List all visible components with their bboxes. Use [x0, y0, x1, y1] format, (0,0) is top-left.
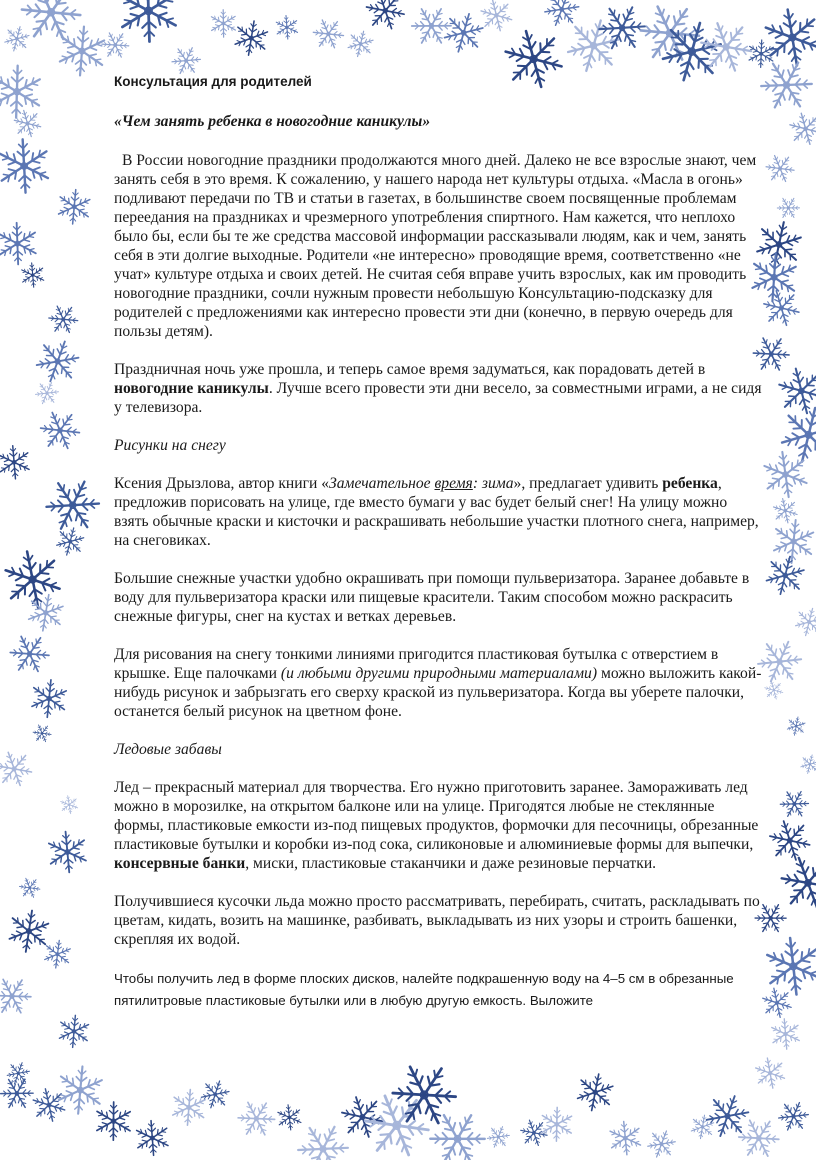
paragraph-ice-play: Получившиеся кусочки льда можно просто рассматривать, перебирать, считать, раскладывать по цветам, кидать, возить на машинке, разбивать, выкладывать из них узоры и строить башенки, скрепляя их водой. — [114, 893, 760, 948]
paragraph-ice-discs: Чтобы получить лед в форме плоских дисков, налейте подкрашенную воду на 4–5 см в обрезанные пятилитровые пластиковые бутылки или в любую другую емкость. Выложите — [114, 971, 734, 1008]
paragraph-holidays: Праздничная ночь уже прошла, и теперь самое время задуматься, как порадовать детей в новогодние каникулы. Лучше всего провести эти дни весело, за совместными играми, а не сидя у телевизора. — [114, 361, 762, 416]
paragraph-sprayer: Большие снежные участки удобно окрашивать при помощи пульверизатора. Заранее добавьте в воду для пульверизатора краски или пищевые красители. Таким способом можно раскрасить снежные фигуры, снег на кустах и ветках деревьев. — [114, 570, 750, 625]
document-body — [114, 72, 764, 1012]
paragraph-intro: В России новогодние праздники продолжаются много дней. Далеко не все взрослые знают, чем занять себя в это время. К сожалению, у нашего народа нет культуры отдыха. «Масла в огонь» подливают передачи по ТВ и статьи в газетах, в большинстве своем посвященные проблемам переедания на праздниках и чрезмерного употребления спиртного. Нам кажется, что неплохо было бы, если бы те же средства массовой информации рассказывали людям, как и чем, занять себя в эти долгие выходные. Родители «не интересно» проводящие время, соответственно «не учат» культуре отдыха и своих детей. Не считая себя вправе учить взрослых, как им проводить новогодние праздники, сочли нужным провести небольшую Консультацию-подсказку для родителей с предложениями как интересно провести эти дни (конечно, в первую очередь для пользы детям). — [114, 152, 757, 340]
paragraph-book: Ксения Дрызлова, автор книги «Замечательное время: зима», предлагает удивить ребенка, предложив порисовать на улице, где вместо бумаги у вас будет белый снег! На улицу можно взять обычные краски и кисточки и раскрашивать небольшие участки плотного снега, например, на снеговиках. — [114, 475, 759, 549]
document-title: Консультация для родителей — [114, 74, 312, 89]
section-heading-snow-drawings: Рисунки на снегу — [114, 437, 226, 454]
paragraph-thin-lines: Для рисования на снегу тонкими линиями пригодится пластиковая бутылка с отверстием в крышке. Еще палочками (и любыми другими природными материалами) можно выложить какой-нибудь рисунок и забрызгать его сверху краской из пульверизатора. Когда вы уберете палочки, останется белый рисунок на цветном фоне. — [114, 646, 762, 720]
document-subtitle: «Чем занять ребенка в новогодние каникулы» — [114, 113, 431, 130]
section-heading-ice-fun: Ледовые забавы — [114, 741, 222, 758]
paragraph-ice-material: Лед – прекрасный материал для творчества. Его нужно приготовить заранее. Замораживать лед можно в морозилке, на открытом балконе или на улице. Пригодятся любые не стеклянные формы, пластиковые емкости из-под пищевых продуктов, формочки для песочницы, обрезанные пластиковые бутылки и коробки из-под сока, силиконовые и алюминиевые формы для выпечки, консервные банки, миски, пластиковые стаканчики и даже резиновые перчатки. — [114, 779, 759, 872]
